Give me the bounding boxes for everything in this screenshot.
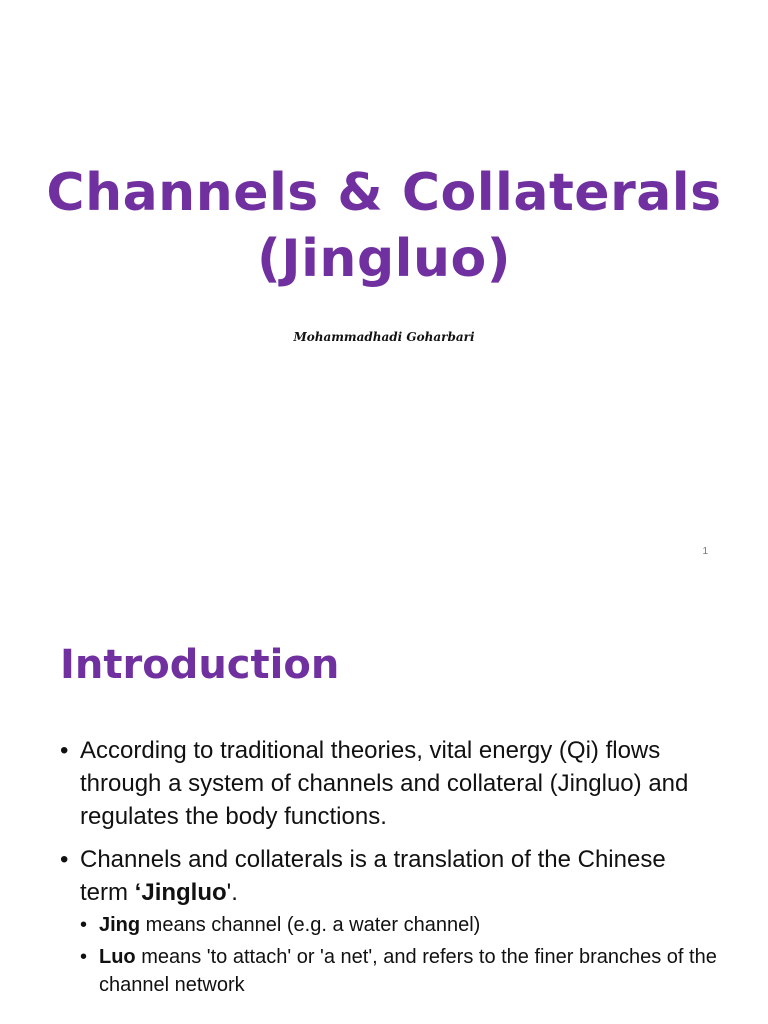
title-block	[0, 160, 768, 292]
bullet-item	[60, 843, 720, 999]
author-name: Mohammadhadi Goharbari	[293, 330, 475, 344]
bullet-text-after: '.	[226, 879, 238, 906]
sub-bullet-text: means channel (e.g. a water channel)	[140, 914, 481, 936]
slide-title-line-1: Channels & Collaterals	[46, 163, 722, 223]
introduction-slide	[0, 578, 768, 1024]
bullet-term: Jingluo	[141, 879, 227, 906]
page-number: 1	[702, 546, 708, 557]
section-heading: Introduction	[60, 642, 340, 688]
sub-bullet-list	[80, 911, 720, 999]
sub-bullet-item	[80, 911, 720, 939]
sub-bullet-text: means 'to attach' or 'a net', and refers to the finer branches of the channel network	[99, 946, 717, 996]
bullet-text-before: Channels and collaterals is a translation of the Chinese term	[80, 846, 666, 906]
sub-bullet-term: Luo	[99, 946, 136, 968]
bullet-list	[60, 734, 720, 1009]
sub-bullet-term: Jing	[99, 914, 141, 936]
slide-title-line-2: (Jingluo)	[256, 229, 511, 289]
bullet-item	[60, 734, 720, 833]
sub-bullet-item	[80, 943, 720, 999]
bullet-quote-mark: ‘	[134, 879, 142, 906]
bullet-text: According to traditional theories, vital energy (Qi) flows through a system of channels and collateral (Jingluo) and regulates the body functions.	[80, 737, 689, 830]
